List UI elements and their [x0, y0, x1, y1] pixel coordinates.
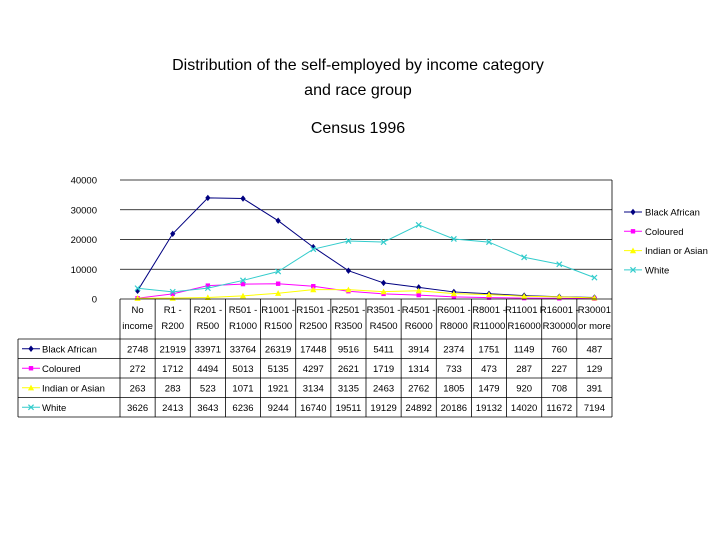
table-cell: 272 — [129, 363, 146, 375]
table-row-label-white: White — [42, 402, 67, 414]
x-tick-label: R16000 — [507, 321, 541, 332]
table-row-label-black-african: Black African — [42, 344, 97, 356]
table-cell: 1149 — [513, 344, 535, 356]
table-cell: 1719 — [373, 363, 395, 375]
table-cell: 391 — [586, 383, 603, 395]
table-cell: 2413 — [162, 402, 184, 414]
table-cell: 4494 — [197, 363, 219, 375]
x-tick-label: R4501 - — [401, 305, 436, 316]
x-tick-label: R501 - — [228, 305, 258, 316]
x-tick-label: R2501 - — [331, 305, 366, 316]
table-row-label-indian-or-asian: Indian or Asian — [42, 383, 105, 395]
x-tick-label: R3500 — [334, 321, 363, 332]
x-tick-label: R11000 — [472, 321, 506, 332]
table-cell: 473 — [481, 363, 497, 375]
table-cell: 3135 — [337, 383, 359, 395]
table-cell: 5411 — [373, 344, 394, 356]
table-cell: 1314 — [408, 363, 430, 375]
x-tick-label: R1500 — [264, 321, 293, 332]
table-cell: 3626 — [127, 402, 149, 414]
x-tick-label: R4500 — [369, 321, 398, 332]
x-tick-label: R11001 - — [504, 305, 544, 316]
table-cell: 17448 — [300, 344, 327, 356]
data-point-coloured — [276, 282, 280, 286]
table-cell: 6236 — [232, 402, 254, 414]
x-tick-label: R6000 — [404, 321, 433, 332]
x-tick-label: income — [122, 321, 153, 332]
y-tick-label: 40000 — [70, 175, 97, 187]
y-tick-label: 0 — [91, 294, 97, 306]
y-tick-label: 30000 — [70, 205, 97, 217]
y-tick-label: 20000 — [70, 235, 97, 246]
table-cell: 33764 — [229, 344, 257, 356]
data-point-black-african — [240, 195, 245, 201]
table-cell: 4297 — [302, 363, 324, 375]
table-cell: 9516 — [337, 344, 359, 356]
table-cell: 2621 — [337, 363, 359, 375]
table-cell: 920 — [516, 383, 533, 395]
table-cell: 263 — [129, 383, 146, 395]
data-point-black-african — [381, 280, 386, 286]
table-cell: 2748 — [127, 344, 149, 356]
table-row-label-coloured: Coloured — [42, 363, 81, 375]
y-tick-label: 10000 — [70, 264, 97, 276]
table-cell: 2374 — [443, 344, 465, 356]
table-cell: 733 — [445, 363, 462, 375]
table-cell: 21919 — [159, 344, 186, 356]
x-tick-label: R1000 — [229, 321, 257, 332]
table-cell: 20186 — [440, 402, 468, 414]
table-cell: 1805 — [443, 383, 465, 395]
data-point-white — [592, 275, 597, 280]
table-cell: 1479 — [478, 383, 500, 395]
table-cell: 708 — [551, 383, 568, 395]
table-cell: 2762 — [408, 383, 430, 395]
x-tick-label: R500 — [196, 321, 220, 332]
x-tick-label: R16001 - — [539, 305, 579, 316]
table-cell: 11672 — [546, 402, 573, 414]
table-cell: 5135 — [267, 363, 289, 375]
chart-title-line-1: Distribution of the self-employed by income category — [172, 57, 544, 74]
legend-label-white: White — [645, 265, 670, 277]
table-cell: 760 — [551, 344, 568, 356]
plot-area — [71, 176, 612, 306]
table-cell: 16740 — [300, 402, 327, 414]
x-tick-label: R8001 - — [472, 305, 506, 316]
table-cell: 227 — [551, 363, 568, 375]
legend-marker-black-african — [630, 209, 635, 215]
data-point-black-african — [276, 218, 281, 224]
table-cell: 19129 — [370, 402, 397, 414]
table-cell: 1751 — [478, 344, 500, 356]
table-cell: 129 — [586, 363, 603, 375]
x-tick-label: R1501 - — [296, 305, 331, 316]
data-point-white — [416, 222, 421, 227]
chart-title-line-2: and race group — [304, 82, 412, 99]
table-cell: 3643 — [197, 402, 219, 414]
table-cell: 287 — [516, 363, 533, 375]
x-tick-label: R30001 — [577, 305, 612, 316]
x-tick-label: No — [131, 305, 144, 316]
table-cell: 1071 — [232, 383, 254, 395]
table-key-marker-coloured — [29, 366, 33, 370]
x-tick-label: R200 — [161, 321, 185, 332]
legend — [624, 208, 708, 277]
table-cell: 487 — [586, 344, 603, 356]
legend-label-indian-or-asian: Indian or Asian — [645, 246, 708, 258]
table-cell: 19132 — [475, 402, 503, 414]
x-tick-label: R1 - — [163, 305, 182, 316]
table-cell: 2463 — [373, 383, 395, 395]
table-cell: 7194 — [583, 402, 605, 414]
legend-marker-coloured — [631, 229, 635, 233]
chart-subtitle: Census 1996 — [310, 120, 406, 137]
table-cell: 5013 — [232, 363, 254, 375]
x-tick-label: R2500 — [299, 321, 328, 332]
x-tick-label: or more — [578, 321, 611, 332]
table-cell: 1712 — [162, 363, 184, 375]
data-table — [18, 299, 612, 417]
table-cell: 1921 — [267, 383, 289, 395]
table-cell: 523 — [199, 383, 216, 395]
table-cell: 14020 — [510, 402, 538, 414]
table-cell: 3134 — [302, 383, 324, 395]
x-tick-label: R1001 - — [261, 305, 296, 316]
x-tick-label: R30000 — [542, 321, 576, 332]
data-point-coloured — [417, 293, 421, 297]
legend-label-black-african: Black African — [645, 207, 700, 219]
series-line-black-african — [138, 198, 595, 298]
x-tick-label: R8000 — [439, 321, 468, 332]
table-cell: 33971 — [194, 344, 222, 356]
legend-label-coloured: Coloured — [645, 226, 684, 238]
x-tick-label: R3501 - — [366, 305, 401, 316]
table-cell: 9244 — [267, 402, 289, 414]
data-point-black-african — [346, 267, 351, 273]
x-tick-label: R201 - — [193, 305, 223, 316]
x-tick-label: R6001 - — [436, 305, 471, 316]
table-cell: 283 — [164, 383, 181, 395]
table-cell: 24892 — [405, 402, 432, 414]
table-cell: 26319 — [264, 344, 292, 356]
table-key-marker-black-african — [28, 346, 33, 352]
table-cell: 19511 — [335, 402, 362, 414]
table-cell: 3914 — [408, 344, 430, 356]
